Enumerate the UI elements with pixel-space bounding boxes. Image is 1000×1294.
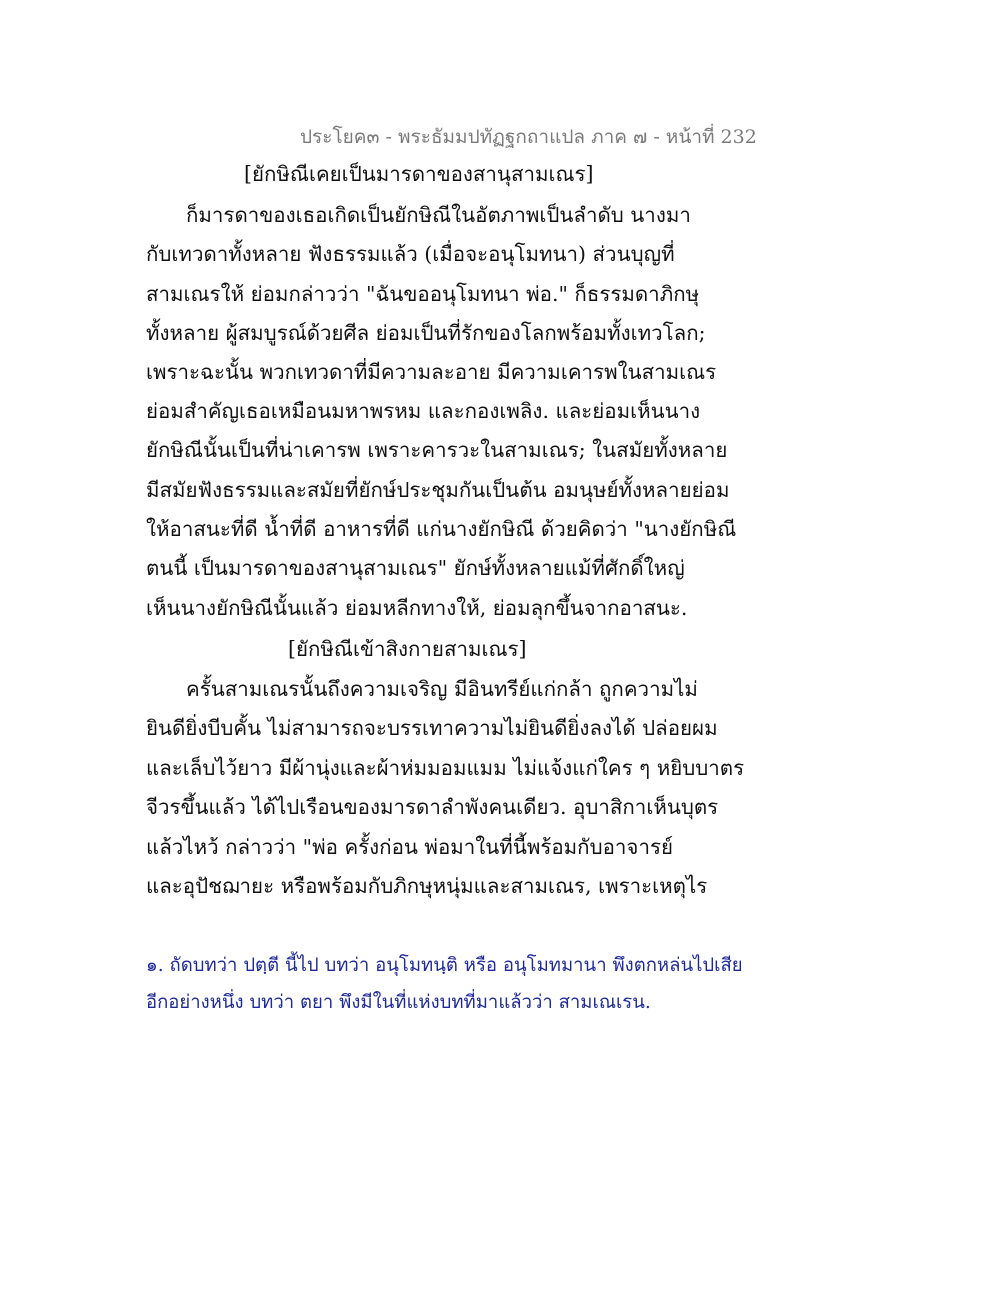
footnote-line: ๑. ถัดบทว่า ปตฺตี นี้ไป บทว่า อนุโมทนฺติ หรือ อนุโมทมานา พึงตกหล่นไปเสีย [146, 955, 743, 976]
paragraph-line: ก็มารดาของเธอเกิดเป็นยักษิณีในอัตภาพเป็นลำดับ นางมา [186, 203, 691, 227]
paragraph-line: ตนนี้ เป็นมารดาของสานุสามเณร" ยักษ์ทั้งหลายแม้ที่ศักดิ์ใหญ่ [146, 556, 685, 580]
paragraph-line: แล้วไหว้ กล่าวว่า "พ่อ ครั้งก่อน พ่อมาในที่นี้พร้อมกับอาจารย์ [146, 835, 673, 859]
section-heading: [ยักษิณีเข้าสิงกายสามเณร] [288, 637, 527, 661]
paragraph-line: ย่อมสำคัญเธอเหมือนมหาพรหม และกองเพลิง. และย่อมเห็นนาง [146, 399, 701, 423]
paragraph-line: กับเทวดาทั้งหลาย ฟังธรรมแล้ว (เมื่อจะอนุโมทนา) ส่วนบุญที่ [146, 242, 675, 266]
paragraph-line: และเล็บไว้ยาว มีผ้านุ่งและผ้าห่มมอมแมม ไม่แจ้งแก่ใคร ๆ หยิบบาตร [146, 756, 745, 780]
running-header: ประโยค๓ - พระธัมมปทัฏฐกถาแปล ภาค ๗ - หน้าที่ 232 [300, 126, 757, 148]
paragraph-line: เห็นนางยักษิณีนั้นแล้ว ย่อมหลีกทางให้, ย่อมลุกขึ้นจากอาสนะ. [146, 596, 688, 620]
paragraph-line: มีสมัยฟังธรรมและสมัยที่ยักษ์ประชุมกันเป็นต้น อมนุษย์ทั้งหลายย่อม [146, 478, 730, 502]
paragraph-line: ยักษิณีนั้นเป็นที่น่าเคารพ เพราะคารวะในสามเณร; ในสมัยทั้งหลาย [146, 438, 728, 462]
paragraph-line: จีวรขึ้นแล้ว ได้ไปเรือนของมารดาลำพังคนเดียว. อุบาสิกาเห็นบุตร [146, 795, 719, 819]
paragraph-line: และอุปัชฌายะ หรือพร้อมกับภิกษุหนุ่มและสามเณร, เพราะเหตุไร [146, 874, 708, 898]
footnote-line: อีกอย่างหนึ่ง บทว่า ตยา พึงมีในที่แห่งบทที่มาแล้วว่า สามเณเรน. [146, 992, 651, 1013]
paragraph-line: ทั้งหลาย ผู้สมบูรณ์ด้วยศีล ย่อมเป็นที่รักของโลกพร้อมทั้งเทวโลก; [146, 321, 706, 345]
paragraph-line: เพราะฉะนั้น พวกเทวดาที่มีความละอาย มีความเคารพในสามเณร [146, 360, 717, 384]
paragraph-line: ยินดียิ่งบีบคั้น ไม่สามารถจะบรรเทาความไม่ยินดียิ่งลงได้ ปล่อยผม [146, 716, 718, 740]
paragraph-line: ครั้นสามเณรนั้นถึงความเจริญ มีอินทรีย์แก่กล้า ถูกความไม่ [186, 677, 698, 701]
paragraph-line: สามเณรให้ ย่อมกล่าวว่า "ฉันขออนุโมทนา พ่อ." ก็ธรรมดาภิกษุ [146, 282, 700, 306]
paragraph-line: ให้อาสนะที่ดี น้ำที่ดี อาหารที่ดี แก่นางยักษิณี ด้วยคิดว่า "นางยักษิณี [146, 517, 737, 541]
section-heading: [ยักษิณีเคยเป็นมารดาของสานุสามเณร] [244, 162, 594, 186]
